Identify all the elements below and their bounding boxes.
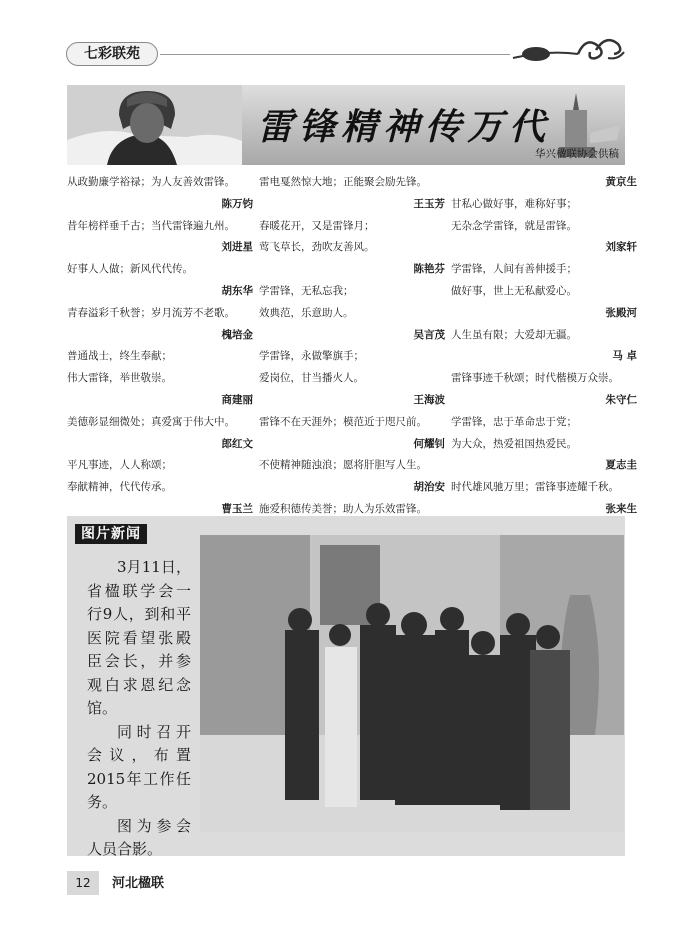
poem-line: 甘私心做好事，难称好事；: [451, 197, 577, 210]
poem-line: 雷锋不在天涯外；模范近于咫尺前。: [259, 415, 427, 428]
poem-author: 郎红文: [221, 437, 253, 450]
poem-author: 刘家轩: [605, 241, 637, 254]
poem-author: 朱守仁: [605, 393, 637, 406]
poem-line: 无杂念学雷锋，就是雷锋。: [451, 219, 577, 232]
poem-author: 夏志圭: [605, 459, 637, 472]
photo-news-label: 图片新闻: [75, 524, 147, 544]
poem-line: 昔年榜样垂千古；当代雷锋遍九州。: [67, 219, 235, 232]
poem-line: 青春溢彩千秋誉；岁月流芳不老歌。: [67, 306, 235, 319]
poem-line: 雷电戛然惊大地；正能聚会励先锋。: [259, 176, 427, 188]
poem-line: 做好事，世上无私献爱心。: [451, 284, 577, 297]
poem-author: 张来生: [605, 502, 637, 515]
poem-line: 人生虽有限；大爱却无疆。: [451, 328, 577, 341]
poem-line: 学雷锋，永做擎旗手；: [259, 350, 364, 363]
title-banner: [67, 85, 625, 165]
poem-line: 不使精神随浊浪；愿将肝胆写人生。: [259, 459, 427, 472]
poem-line: 爱岗位，甘当播火人。: [259, 372, 364, 385]
poem-line: 时代雄风驰万里；雷锋事迹耀千秋。: [451, 481, 619, 494]
poem-author: 刘进星: [221, 241, 253, 254]
poem-author: 何耀钊: [413, 437, 445, 450]
poem-author: 商建丽: [221, 393, 253, 406]
poem-line: 普通战士，终生奉献；: [67, 350, 172, 363]
poem-author: 张殿河: [605, 306, 637, 319]
poem-column-2: [259, 172, 445, 521]
poem-line: 学雷锋，人间有善伸援手；: [451, 263, 577, 276]
poem-line: 伟大雷锋，举世敬崇。: [67, 372, 172, 385]
poem-author: 槐培金: [221, 328, 253, 341]
section-tab: 七彩联苑: [66, 42, 158, 66]
portrait-illustration: [67, 85, 242, 165]
poem-line: 春暖花开，又是雷锋月；: [259, 219, 375, 232]
poem-author: 胡治安: [413, 481, 445, 494]
header-divider: [160, 54, 510, 55]
poem-author: 胡东华: [221, 284, 253, 297]
page-number: 12: [67, 871, 99, 895]
poem-line: 从政勤廉学裕禄；为人友善效雷锋。: [67, 176, 235, 188]
banner-credit: 华兴楹联协会供稿: [535, 148, 619, 160]
poem-author: 吴言茂: [413, 328, 445, 341]
news-paragraph: 同时召开会议，布置2015年工作任务。: [87, 722, 191, 811]
poem-author: 王玉芳: [413, 197, 445, 210]
news-caption: [87, 556, 191, 862]
poem-column-1: [67, 172, 253, 521]
poem-author: 陈万钧: [221, 197, 253, 210]
news-paragraph: 图为参会人员合影。: [87, 816, 191, 858]
scroll-ornament-icon: [508, 28, 628, 68]
poem-line: 雷锋事迹千秋颂；时代楷模万众崇。: [451, 372, 619, 385]
poem-line: 学雷锋，忠于革命忠于党；: [451, 415, 577, 428]
poem-author: 陈艳芬: [413, 263, 445, 276]
group-photo: [200, 535, 624, 832]
banner-title: 雷锋精神传万代: [257, 106, 552, 148]
poem-line: 好事人人做；新风代代传。: [67, 263, 193, 276]
poem-line: 美德彰显细微处；真爱寓于伟大中。: [67, 415, 235, 428]
poem-author: 王海波: [413, 393, 445, 406]
poem-line: 为大众，热爱祖国热爱民。: [451, 437, 577, 450]
poem-author: 马 卓: [612, 350, 637, 363]
poem-author: 黄京生: [605, 176, 637, 188]
poem-line: 奉献精神，代代传承。: [67, 481, 172, 494]
poem-column-3: [451, 172, 637, 521]
poem-line: 莺飞草长，劲吹友善风。: [259, 241, 375, 254]
poem-line: 效典范，乐意助人。: [259, 306, 354, 319]
poem-line: 学雷锋，无私忘我；: [259, 284, 354, 297]
footer-title: 河北楹联: [112, 876, 165, 891]
news-paragraph: 3月11日，省楹联学会一行9人，到和平医院看望张殿臣会长，并参观白求恩纪念馆。: [87, 558, 191, 717]
poem-author: 曹玉兰: [221, 502, 253, 515]
poem-line: 平凡事迹，人人称颂；: [67, 459, 172, 472]
poem-line: 施爱积德传美誉；助人为乐效雷锋。: [259, 502, 427, 515]
